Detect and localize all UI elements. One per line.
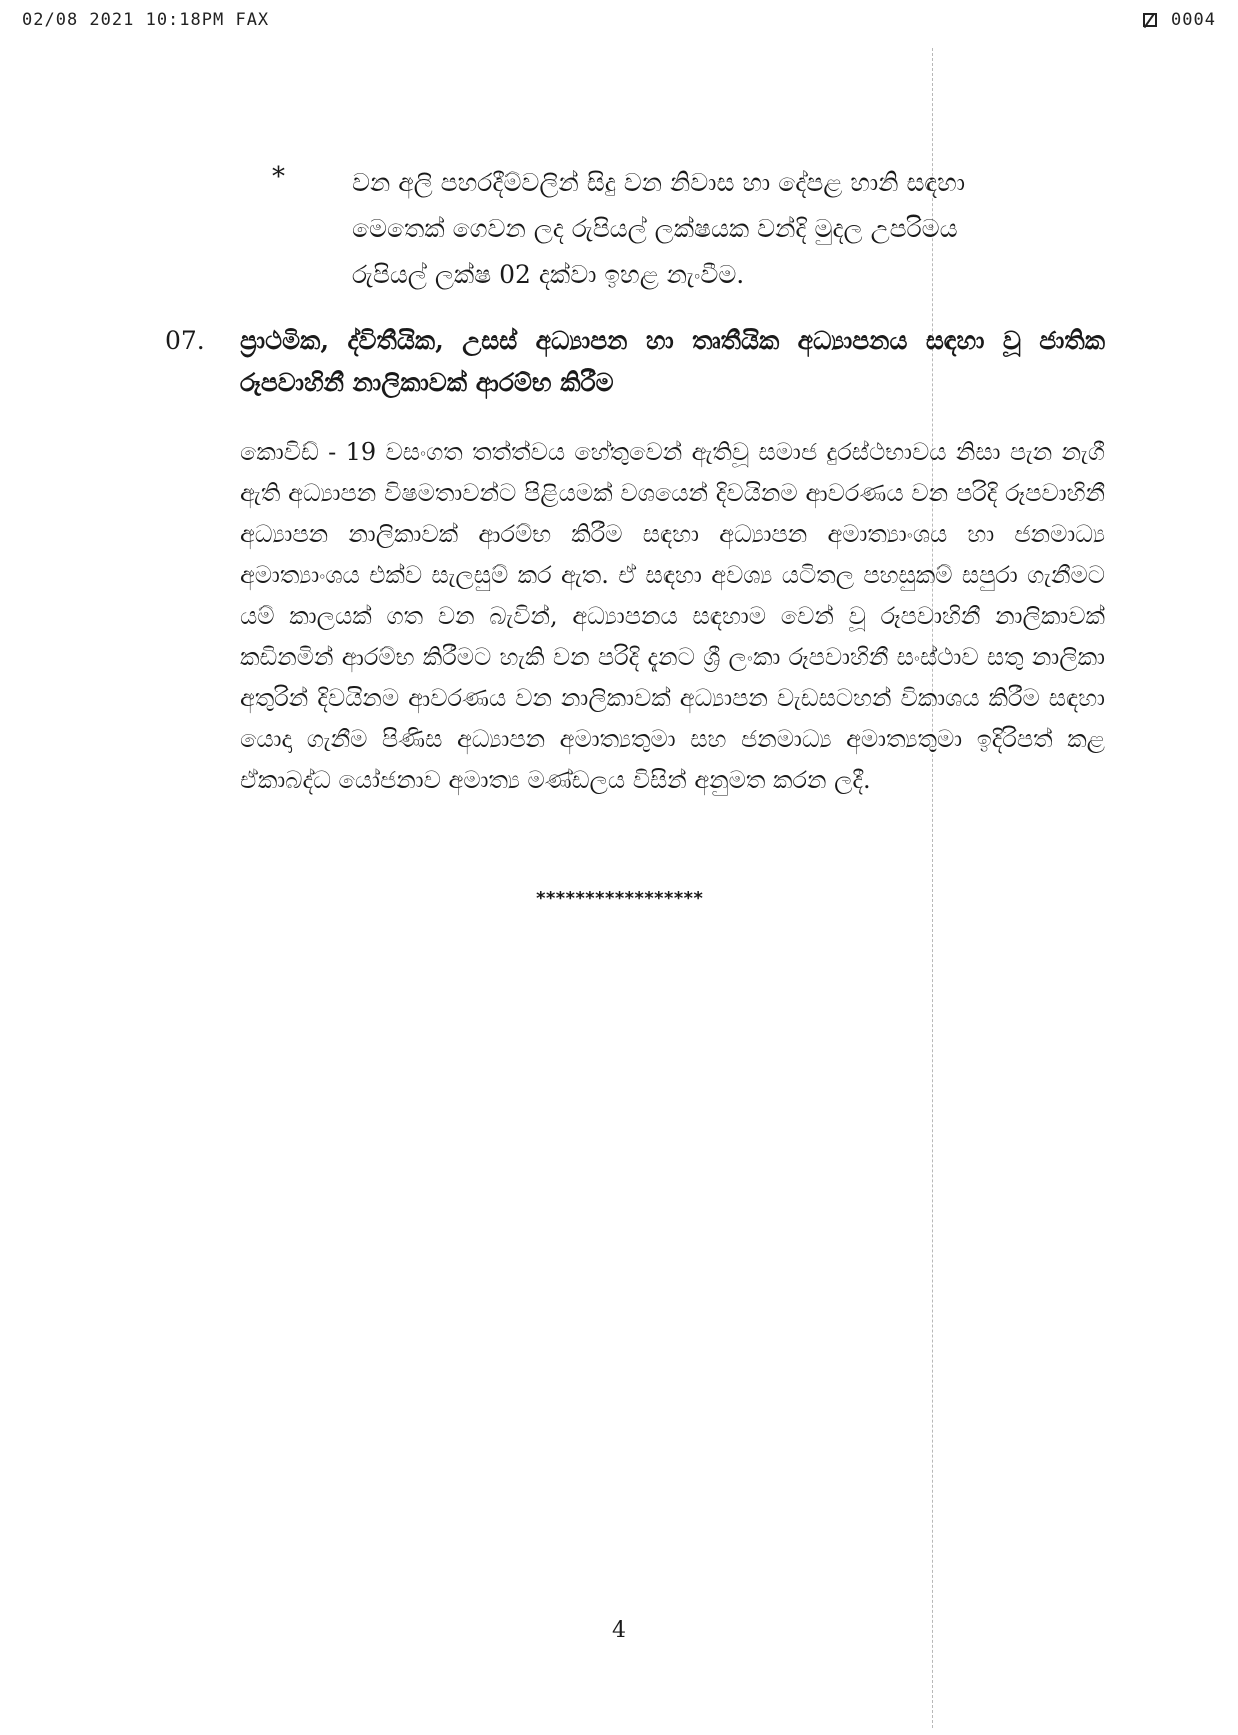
fax-check-icon: [1143, 13, 1157, 27]
fax-header: [22, 10, 1216, 36]
bullet-item: [272, 160, 992, 298]
section-title: ප්‍රාථමික, ද්විතීයික, උසස් අධ්‍යාපන හා තෘතීයික අධ්‍යාපනය සඳහා වූ ජාතික රූපවාහිනී නාලිකාවක් ආරම්භ කිරීම: [240, 326, 1105, 397]
bullet-text: වන අලි පහරදීම්වලින් සිදු වන නිවාස හා දේපළ හානි සඳහා මෙතෙක් ගෙවන ලද රුපියල් ලක්ෂයක වන්දි මුදල උපරිමය රුපියල් ලක්ෂ 02 දක්වා ඉහළ නැංවීම.: [352, 168, 966, 289]
section-body: කොවිඩ් - 19 වසංගත තත්ත්වය හේතුවෙන් ඇතිවූ සමාජ දුරස්ථභාවය නිසා පැන නැගී ඇති අධ්‍යාපන විෂමතාවන්ට පිළියමක් වශයෙන් දිවයිනම ආවරණය වන පරිදි රූපවාහිනී අධ්‍යාපන නාලිකාවක් ආරම්භ කිරීම සඳහා අධ්‍යාපන අමාත්‍යාංශය හා ජනමාධ්‍ය අමාත්‍යාංශය එක්ව සැලසුම් කර ඇත. ඒ සඳහා අවශ්‍ය යටිතල පහසුකම් සපුරා ගැනීමට යම් කාලයක් ගත වන බැවින්, අධ්‍යාපනය සඳහාම වෙන් වූ රූපවාහිනී නාලිකාවක් කඩිනමින් ආරම්භ කිරීමට හැකි වන පරිදි දැනට ශ්‍රී ලංකා රූපවාහිනී සංස්ථාව සතු නාලිකා අතුරින් දිවයිනම ආවරණය වන නාලිකාවක් අධ්‍යාපන වැඩසටහන් විකාශය කිරීම සඳහා යොදා ගැනීම පිණිස අධ්‍යාපන අමාත්‍යතුමා සහ ජනමාධ්‍ය අමාත්‍යතුමා ඉදිරිපත් කළ ඒකාබද්ධ යෝජනාව අමාත්‍ය මණ්ඩලය විසින් අනුමත කරන ලදී.: [240, 438, 1105, 794]
fax-page-code: 0004: [1171, 10, 1216, 30]
page-number: 4: [612, 1618, 626, 1643]
fax-page-indicator: [1143, 10, 1216, 30]
section-number: 07.: [165, 326, 205, 355]
fax-timestamp: 02/08 2021 10:18PM FAX: [22, 10, 270, 30]
section-07: [165, 320, 1105, 404]
end-separator: *****************: [535, 888, 703, 909]
bullet-marker: *: [272, 162, 285, 192]
